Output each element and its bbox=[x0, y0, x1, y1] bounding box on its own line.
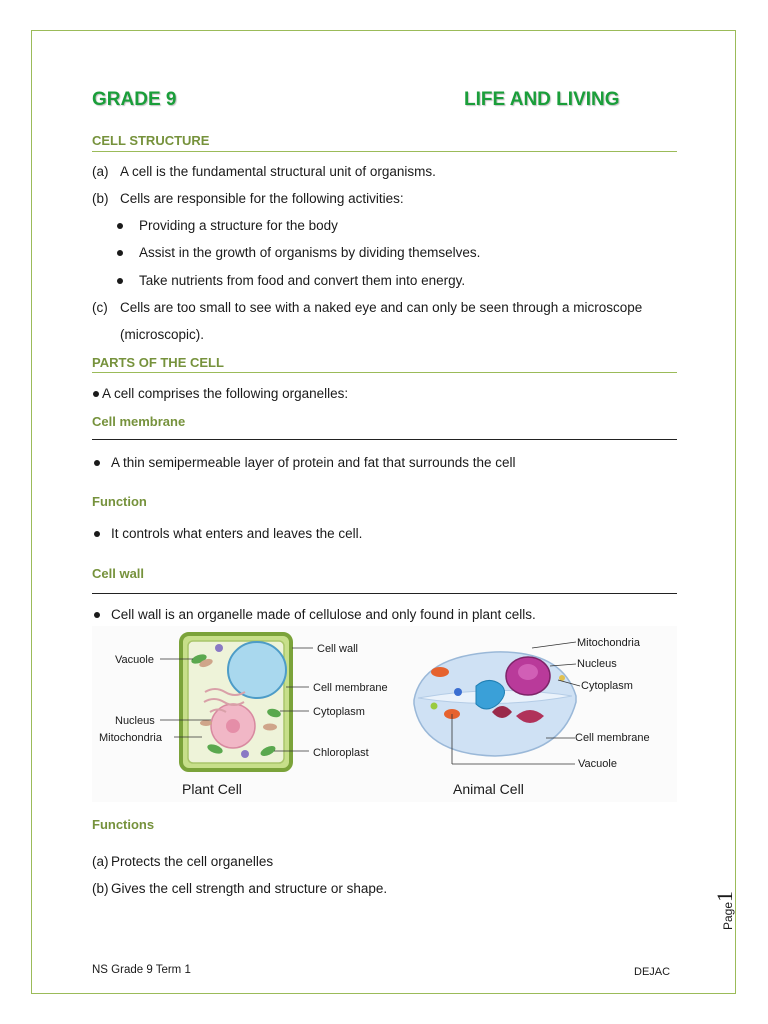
animal-vacuole-label: Vacuole bbox=[578, 758, 617, 770]
page-number: 1 bbox=[712, 890, 737, 902]
functions-item-a-text: Protects the cell organelles bbox=[111, 854, 274, 869]
plant-cell-membrane-label: Cell membrane bbox=[313, 682, 388, 694]
functions-item-b-marker: (b) bbox=[92, 881, 109, 896]
plant-cytoplasm-label: Cytoplasm bbox=[313, 706, 365, 718]
page-number-vertical bbox=[712, 891, 738, 930]
item-c-text-line2: (microscopic). bbox=[120, 327, 205, 342]
bullet-dot bbox=[94, 612, 100, 618]
cell-membrane-heading: Cell membrane bbox=[92, 414, 186, 429]
item-a-text: A cell is the fundamental structural unit of organisms. bbox=[120, 164, 436, 179]
item-c-text-line1: Cells are too small to see with a naked eye and can only be seen through a microscope bbox=[120, 300, 643, 315]
cell-diagram bbox=[92, 626, 677, 802]
item-b-marker: (b) bbox=[92, 191, 109, 206]
item-b-text: Cells are responsible for the following activities: bbox=[120, 191, 404, 206]
topic-title: LIFE AND LIVING bbox=[464, 89, 620, 110]
footer-right: DEJAC bbox=[634, 966, 671, 978]
plant-mitochondria-label: Mitochondria bbox=[99, 732, 162, 744]
animal-cell-membrane-label: Cell membrane bbox=[575, 732, 650, 744]
bullet-dot bbox=[94, 531, 100, 537]
bullet-dot bbox=[117, 250, 123, 256]
cell-wall-heading: Cell wall bbox=[92, 566, 145, 581]
section-rule bbox=[92, 439, 677, 440]
footer-left: NS Grade 9 Term 1 bbox=[92, 964, 191, 976]
activity-bullet-2: Assist in the growth of organisms by dividing themselves. bbox=[139, 245, 481, 260]
membrane-bullet: A thin semipermeable layer of protein and fat that surrounds the cell bbox=[111, 455, 516, 470]
parts-heading: PARTS OF THE CELL bbox=[92, 355, 224, 370]
plant-cell-illustration bbox=[181, 634, 291, 770]
plant-cell-wall-label: Cell wall bbox=[317, 643, 358, 655]
function-heading: Function bbox=[92, 494, 147, 509]
heading-rule bbox=[92, 372, 677, 373]
function-bullet: It controls what enters and leaves the cell. bbox=[111, 526, 363, 541]
functions-item-a-marker: (a) bbox=[92, 854, 109, 869]
plant-cell-title: Plant Cell bbox=[182, 781, 242, 797]
cell-wall-bullet: Cell wall is an organelle made of cellulose and only found in plant cells. bbox=[111, 607, 536, 622]
plant-nucleus-label: Nucleus bbox=[115, 715, 155, 727]
animal-cytoplasm-label: Cytoplasm bbox=[581, 680, 633, 692]
bullet-dot bbox=[94, 460, 100, 466]
cell-structure-heading: CELL STRUCTURE bbox=[92, 133, 210, 148]
item-a-marker: (a) bbox=[92, 164, 109, 179]
animal-cell-title: Animal Cell bbox=[453, 781, 524, 797]
heading-rule bbox=[92, 151, 677, 152]
plant-vacuole-label: Vacuole bbox=[115, 654, 154, 666]
bullet-dot bbox=[117, 223, 123, 229]
bullet-dot bbox=[117, 278, 123, 284]
activity-bullet-3: Take nutrients from food and convert them into energy. bbox=[139, 273, 466, 288]
section-rule bbox=[92, 593, 677, 594]
parts-intro: A cell comprises the following organelles: bbox=[102, 386, 349, 401]
bullet-dot bbox=[93, 391, 99, 397]
functions-heading: Functions bbox=[92, 817, 155, 832]
grade-title: GRADE 9 bbox=[92, 89, 177, 110]
animal-mitochondria-label: Mitochondria bbox=[577, 637, 640, 649]
plant-chloroplast-label: Chloroplast bbox=[313, 747, 369, 759]
item-c-marker: (c) bbox=[92, 300, 108, 315]
page-word: Page bbox=[721, 901, 735, 930]
activity-bullet-1: Providing a structure for the body bbox=[139, 218, 338, 233]
functions-item-b-text: Gives the cell strength and structure or shape. bbox=[111, 881, 388, 896]
animal-nucleus-label: Nucleus bbox=[577, 658, 617, 670]
